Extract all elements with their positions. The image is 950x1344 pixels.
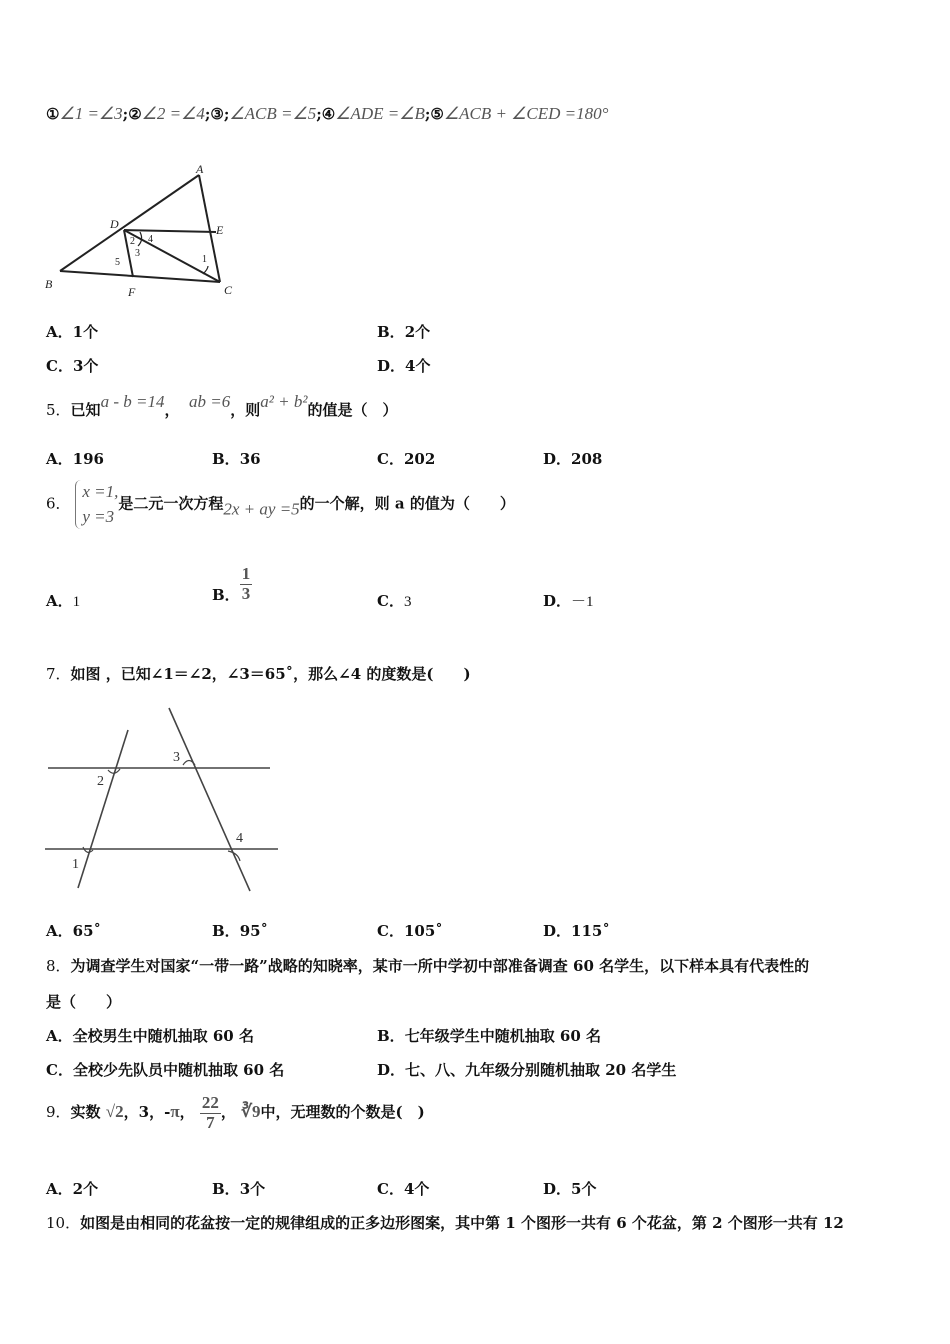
option-letter: B．	[212, 922, 240, 940]
option-letter: C．	[377, 592, 404, 610]
q5-option-d[interactable]	[543, 448, 602, 469]
option-letter: B．	[212, 1180, 240, 1198]
angle-arc	[203, 266, 208, 274]
angle-label-4: 4	[236, 831, 243, 846]
q5-mid: ，则	[230, 401, 261, 419]
q8-option-c[interactable]	[46, 1059, 284, 1080]
label-F: F	[128, 285, 136, 299]
q6-option-b[interactable]	[212, 565, 252, 605]
q8-option-d[interactable]	[377, 1059, 676, 1080]
option-letter: C．	[46, 1061, 73, 1079]
q5-expr1: a - b =14	[100, 392, 165, 411]
option-text: －1	[571, 594, 594, 610]
option-text: 3个	[72, 357, 99, 375]
left-transversal	[78, 730, 128, 888]
q10-stem	[46, 1212, 844, 1233]
option-text: 202	[403, 450, 436, 468]
fraction-one-third	[240, 565, 253, 603]
q5-expr2: ab =6	[189, 392, 231, 411]
q7-stem	[46, 663, 471, 684]
q6-option-c[interactable]	[377, 590, 411, 611]
option-letter: C．	[377, 450, 404, 468]
q5-option-c[interactable]	[377, 448, 435, 469]
cond-sep: ;	[316, 105, 322, 123]
option-text: 105˚	[403, 922, 443, 940]
q6-stem	[46, 480, 515, 529]
q9-pre: 实数	[70, 1103, 101, 1122]
q9-comma: ，	[220, 1103, 236, 1122]
option-letter: A．	[46, 1180, 73, 1198]
option-text: 208	[571, 450, 603, 468]
q6-option-d[interactable]	[543, 590, 594, 611]
q6-sys-line1: x =1,	[82, 482, 119, 501]
option-text: 3	[403, 594, 412, 610]
fraction-numerator: 22	[201, 1093, 219, 1112]
label-C: C	[224, 283, 233, 297]
option-text: 1个	[72, 323, 99, 341]
q5-pre: 已知	[70, 401, 101, 419]
q5-expr3: a² + b²	[260, 392, 308, 411]
fraction-22-7	[200, 1094, 221, 1132]
q6-pre: 是二元一次方程	[118, 494, 224, 513]
q5-stem	[46, 392, 397, 420]
option-text: 2个	[72, 1180, 99, 1198]
cond-3-expr: ∠ACB =∠5	[229, 104, 317, 123]
question-number: 5．	[46, 401, 71, 419]
option-letter: B．	[212, 586, 240, 605]
option-letter: A．	[46, 1027, 73, 1045]
q4-conditions	[46, 104, 608, 124]
q8-option-a[interactable]	[46, 1025, 254, 1046]
question-number: 9．	[46, 1103, 71, 1122]
option-text: 1	[72, 594, 81, 610]
q5-option-a[interactable]	[46, 448, 104, 469]
angle-5: 5	[115, 257, 120, 268]
option-text: 5个	[571, 1180, 597, 1198]
option-letter: D．	[543, 592, 572, 610]
q6-equation: 2x + ay =5	[223, 499, 300, 519]
q4-option-b[interactable]	[377, 321, 430, 342]
angle-3: 3	[135, 248, 140, 259]
option-letter: D．	[377, 1061, 406, 1079]
angle-1: 1	[202, 254, 207, 265]
q5-option-b[interactable]	[212, 448, 261, 469]
cond-sep: ;	[204, 105, 211, 123]
option-text: 115˚	[571, 922, 610, 940]
option-letter: B．	[377, 1027, 405, 1045]
cond-sep: ;	[122, 105, 129, 123]
q7-parallel-lines-figure	[40, 703, 290, 898]
q10-text: 如图是由相同的花盆按一定的规律组成的正多边形图案，其中第 1 个图形一共有 6 个花盆，第 2 个图形一共有 12	[80, 1214, 844, 1232]
angle-4: 4	[148, 234, 153, 245]
angle-2: 2	[130, 236, 135, 247]
question-number: 8．	[46, 957, 71, 975]
q9-option-d[interactable]	[543, 1178, 596, 1199]
fraction-numerator: 1	[241, 564, 251, 583]
q8-option-b[interactable]	[377, 1025, 601, 1046]
question-number: 10．	[46, 1214, 81, 1232]
label-B: B	[45, 277, 53, 291]
q4-triangle-figure	[40, 162, 260, 302]
label-E: E	[216, 223, 224, 237]
fraction-denominator: 3	[241, 583, 251, 603]
option-letter: D．	[543, 922, 572, 940]
option-text: 36	[239, 450, 261, 468]
sqrt-2: √2	[105, 1102, 124, 1122]
option-text: 2个	[404, 323, 431, 341]
q6-option-a[interactable]	[46, 590, 80, 611]
q5-post: 的值是（ ）	[307, 401, 398, 419]
label-D: D	[110, 217, 119, 231]
option-letter: A．	[46, 922, 73, 940]
cond-sep: ;	[424, 105, 431, 123]
q4-option-a[interactable]	[46, 321, 98, 342]
segment-BC	[60, 271, 220, 282]
option-text: 全校少先队员中随机抽取 60 名	[72, 1061, 285, 1079]
q8-text-line2: 是（ ）	[46, 993, 122, 1011]
q7-option-c[interactable]	[377, 920, 443, 941]
cube-root-9: ∛9	[241, 1102, 261, 1122]
angle-label-1: 1	[72, 857, 79, 872]
q5-comma: ，	[164, 401, 180, 419]
q7-option-b[interactable]	[212, 920, 268, 941]
cond-2-mark: ②	[128, 105, 142, 123]
cond-1-mark: ①	[46, 105, 60, 123]
question-number: 6．	[46, 494, 71, 513]
option-letter: D．	[377, 357, 406, 375]
q9-option-a[interactable]	[46, 1178, 98, 1199]
q8-stem-line1	[46, 955, 809, 976]
cond-5-expr: ∠ACB + ∠CED =180°	[443, 104, 609, 123]
option-letter: C．	[377, 1180, 404, 1198]
cond-5-mark: ⑤	[430, 105, 444, 123]
option-text: 4个	[405, 357, 431, 375]
cond-4-mark: ④	[321, 105, 336, 123]
option-text: 七、八、九年级分别随机抽取 20 名学生	[405, 1061, 677, 1079]
option-letter: A．	[46, 450, 73, 468]
q7-option-a[interactable]	[46, 920, 101, 941]
pi-symbol: π	[170, 1102, 180, 1122]
option-text: 4个	[403, 1180, 430, 1198]
right-transversal	[169, 708, 250, 891]
q7-option-d[interactable]	[543, 920, 610, 941]
q9-post: 中，无理数的个数是( )	[260, 1103, 425, 1122]
option-letter: D．	[543, 1180, 572, 1198]
option-letter: B．	[377, 323, 405, 341]
option-text: 95˚	[239, 922, 269, 940]
q9-stem	[46, 1094, 425, 1132]
option-text: 全校男生中随机抽取 60 名	[72, 1027, 254, 1045]
option-text: 196	[72, 450, 104, 468]
option-letter: D．	[543, 450, 572, 468]
q9-mid: ，3，-	[123, 1103, 171, 1122]
option-text: 65˚	[72, 922, 102, 940]
q6-sys-line2: y =3	[82, 506, 115, 526]
q8-text-line1: 为调查学生对国家“一带一路”战略的知晓率，某市一所中学初中部准备调查 60 名学生，以下样本具有代表性的	[70, 957, 810, 975]
q9-comma: ，	[179, 1103, 195, 1122]
q9-option-c[interactable]	[377, 1178, 429, 1199]
q6-post: 的一个解，则 a 的值为（ ）	[299, 494, 515, 513]
cond-4-expr: ∠ADE =∠B	[335, 104, 425, 123]
q9-option-b[interactable]	[212, 1178, 265, 1199]
option-letter: A．	[46, 323, 73, 341]
option-letter: C．	[46, 357, 73, 375]
cond-1-expr: ∠1 =∠3	[59, 104, 123, 123]
cond-3-mark: ③	[210, 105, 224, 123]
q6-equation-system	[75, 480, 118, 529]
q4-option-d[interactable]	[377, 355, 430, 376]
label-A: A	[196, 162, 204, 176]
segment-DE	[124, 230, 216, 232]
question-number: 7．	[46, 665, 71, 683]
option-text: 七年级学生中随机抽取 60 名	[404, 1027, 602, 1045]
option-text: 3个	[239, 1180, 266, 1198]
option-letter: C．	[377, 922, 404, 940]
q7-text: 如图 ，已知∠1＝∠2，∠3＝65˚，那么∠4 的度数是( )	[70, 665, 471, 683]
angle-label-2: 2	[97, 774, 104, 789]
cond-sep: ;	[223, 105, 230, 123]
option-letter: B．	[212, 450, 240, 468]
option-letter: A．	[46, 592, 73, 610]
cond-2-expr: ∠2 =∠4	[141, 104, 205, 123]
fraction-denominator: 7	[206, 1112, 215, 1132]
q8-stem-line2	[46, 991, 121, 1012]
q4-option-c[interactable]	[46, 355, 98, 376]
angle-label-3: 3	[173, 750, 180, 765]
